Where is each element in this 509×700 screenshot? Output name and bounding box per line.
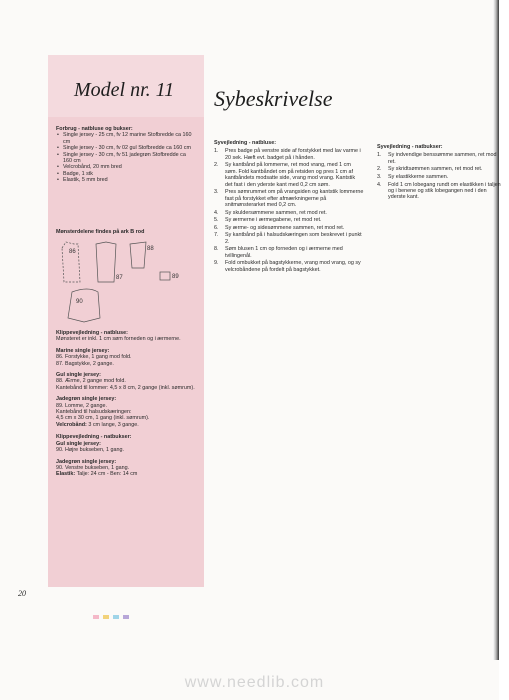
page-heading: Sybeskrivelse bbox=[214, 86, 333, 111]
sewing-shirt-steps bbox=[214, 148, 364, 273]
cutting-section bbox=[56, 330, 196, 478]
step-number: 9. bbox=[214, 260, 219, 267]
pattern-heading: Mønsterdelene findes på ark B rod bbox=[56, 229, 145, 235]
materials-item: • Single jersey - 30 cm, fv 02 gul Stofbredde ca 160 cm bbox=[63, 145, 196, 151]
cutting-line: 88. Ærme, 2 gange mod fold. bbox=[56, 378, 126, 385]
elastic-line bbox=[56, 471, 196, 477]
step-number: 3. bbox=[214, 189, 219, 196]
step-number: 4. bbox=[214, 209, 219, 216]
materials-item: • Single jersey - 30 cm, fv 51 jadegrøn Stofbredde ca 160 cm bbox=[63, 152, 196, 165]
step-text: Sy kantbånd på lommerne, ret mod vrang, med 1 cm søm. Fold kantbåndet om på retsiden og pres 1 cm af kantbåndets modsatte side, vrang mod vrang. Kantstik det fast i den yderste kant med 0,2 cm søm. bbox=[225, 162, 356, 188]
step-text: Sy indvendige benssømme sammen, ret mod ret. bbox=[388, 152, 497, 165]
cutting-line: 87. Bagstykke, 2 gange. bbox=[56, 360, 114, 367]
sewing-pants-heading: Syvejledning - natbukser: bbox=[377, 144, 443, 150]
color-swatch bbox=[113, 615, 119, 619]
sewing-shirt-section bbox=[214, 140, 364, 274]
step-text: Sy skuldersømmene sammen, ret mod ret. bbox=[225, 209, 327, 216]
materials-section bbox=[56, 126, 196, 184]
pattern-piece-88 bbox=[130, 242, 146, 268]
sewing-shirt-heading: Syvejledning - natbluse: bbox=[214, 140, 277, 146]
step-item bbox=[214, 162, 364, 188]
cutting-line: 86. Forstykke, 1 gang mod fold. bbox=[56, 354, 132, 361]
color-swatch bbox=[123, 615, 129, 619]
step-text: Sy ærmerne i ærmegabene, ret mod ret. bbox=[225, 217, 322, 224]
step-text: Fold ombukket på bagstykkerne, vrang mod vrang, og sy velcrobåndene på fordelt på bagstykket. bbox=[225, 260, 361, 273]
materials-item: • Velcrobånd, 20 mm bred bbox=[63, 164, 196, 170]
step-item bbox=[214, 225, 364, 231]
piece-label-88: 88 bbox=[147, 246, 154, 252]
pattern-piece-87 bbox=[96, 242, 116, 282]
cutting-line: Kantebånd til halsudskæringen: bbox=[56, 409, 132, 416]
step-item bbox=[214, 217, 364, 223]
elastic-label: Elastik: bbox=[56, 471, 76, 478]
pattern-piece-90 bbox=[68, 289, 100, 322]
piece-label-89: 89 bbox=[172, 274, 179, 280]
step-number: 2. bbox=[214, 162, 219, 169]
step-number: 8. bbox=[214, 246, 219, 253]
cutting-pants-heading: Klippevejledning - natbukser: bbox=[56, 434, 132, 441]
step-item bbox=[377, 174, 503, 180]
sewing-pants-section bbox=[377, 144, 503, 202]
cutting-group-title: Jadegrøn single jersey: bbox=[56, 396, 117, 403]
step-number: 4. bbox=[377, 181, 382, 188]
step-text: Søm blusen 1 cm op forneden og i ærmerne med tvillingenål. bbox=[225, 246, 343, 259]
step-text: Sy skridtsømmen sammen, ret mod ret. bbox=[388, 166, 483, 173]
velcro-line bbox=[56, 422, 196, 428]
step-number: 5. bbox=[214, 217, 219, 224]
cutting-group bbox=[56, 372, 196, 391]
step-item bbox=[377, 182, 503, 201]
color-swatch bbox=[93, 615, 99, 619]
cutting-group bbox=[56, 348, 196, 367]
step-item bbox=[214, 210, 364, 216]
color-swatch bbox=[103, 615, 109, 619]
step-item bbox=[214, 189, 364, 208]
cutting-group-title: Jadegrøn single jersey: bbox=[56, 458, 117, 465]
step-item bbox=[214, 148, 364, 161]
page-number: 20 bbox=[18, 589, 26, 598]
cutting-line: 90. Venstre bukseben, 1 gang. bbox=[56, 464, 130, 471]
materials-item: • Single jersey - 25 cm, fv 12 marine Stofbredde ca 160 cm bbox=[63, 132, 196, 145]
pattern-piece-89 bbox=[160, 272, 170, 280]
step-number: 1. bbox=[377, 152, 382, 159]
cutting-pants-section bbox=[56, 434, 196, 477]
page-margin bbox=[499, 0, 509, 700]
cutting-intro: Mønsteret er inkl. 1 cm søm forneden og i ærmerne. bbox=[56, 336, 181, 343]
cutting-group-title: Gul single jersey: bbox=[56, 440, 101, 447]
cutting-group-title: Gul single jersey: bbox=[56, 372, 101, 379]
step-item bbox=[214, 260, 364, 273]
piece-label-90: 90 bbox=[76, 299, 83, 305]
cutting-group-title: Marine single jersey: bbox=[56, 347, 110, 354]
velcro-label: Velcrobånd: bbox=[56, 421, 87, 428]
materials-heading: Forbrug - natbluse og bukser: bbox=[56, 126, 133, 132]
materials-item: • Badge, 1 stk bbox=[63, 171, 196, 177]
velcro-text: 3 cm lange, 3 gange. bbox=[86, 421, 139, 428]
materials-item: • Elastik, 5 mm bred bbox=[63, 177, 196, 183]
step-text: Sy ærme- og sidesømmene sammen, ret mod ret. bbox=[225, 224, 345, 231]
watermark: www.needlib.com bbox=[184, 674, 325, 691]
step-text: Pres sømrummet om på vrangsiden og kantstik lommerne fast på forstykket efter afmærkningerne på snitmønsterarket med 0,2 cm. bbox=[225, 189, 364, 209]
step-text: Pres badge på venstre side af forstykket med lav varme i 20 sek. Hæft evt. badget på i hånden. bbox=[225, 148, 361, 161]
step-number: 2. bbox=[377, 166, 382, 173]
step-number: 1. bbox=[214, 148, 219, 155]
step-text: Sy elastikkerne sammen. bbox=[388, 174, 449, 180]
cutting-heading: Klippevejledning - natbluse: bbox=[56, 330, 128, 336]
elastic-text: Talje: 24 cm - Ben: 14 cm bbox=[75, 471, 138, 478]
step-item bbox=[377, 166, 503, 172]
model-title: Model nr. 11 bbox=[74, 79, 175, 101]
step-item bbox=[214, 246, 364, 259]
piece-label-86: 86 bbox=[69, 249, 76, 255]
cutting-line: Kantebånd til lommer: 4,5 x 8 cm, 2 gange (inkl. sømrum). bbox=[56, 384, 195, 391]
cutting-line: 89. Lomme, 2 gange. bbox=[56, 402, 107, 409]
pattern-pieces-diagram bbox=[60, 238, 190, 324]
cutting-group bbox=[56, 396, 196, 428]
step-item bbox=[377, 152, 503, 165]
cutting-line: 4,5 cm x 30 cm, 1 gang (inkl. sømrum). bbox=[56, 415, 150, 422]
step-text: Fold 1 cm lobegang rundt om elastikken i taljen og i benene og stik lobegangen ned i den yderste kant. bbox=[388, 181, 501, 201]
step-number: 7. bbox=[214, 232, 219, 239]
materials-list bbox=[56, 132, 196, 183]
piece-label-87: 87 bbox=[116, 275, 123, 281]
color-swatches bbox=[93, 615, 129, 619]
pattern-piece-86 bbox=[62, 242, 80, 282]
step-text: Sy kantbånd på i halsudskæringen som beskrevet i punkt 2. bbox=[225, 232, 362, 245]
cutting-line: 90. Højre bukseben, 1 gang. bbox=[56, 447, 125, 454]
sewing-pants-steps bbox=[377, 152, 503, 200]
step-number: 6. bbox=[214, 224, 219, 231]
step-item bbox=[214, 232, 364, 245]
step-number: 3. bbox=[377, 174, 382, 180]
